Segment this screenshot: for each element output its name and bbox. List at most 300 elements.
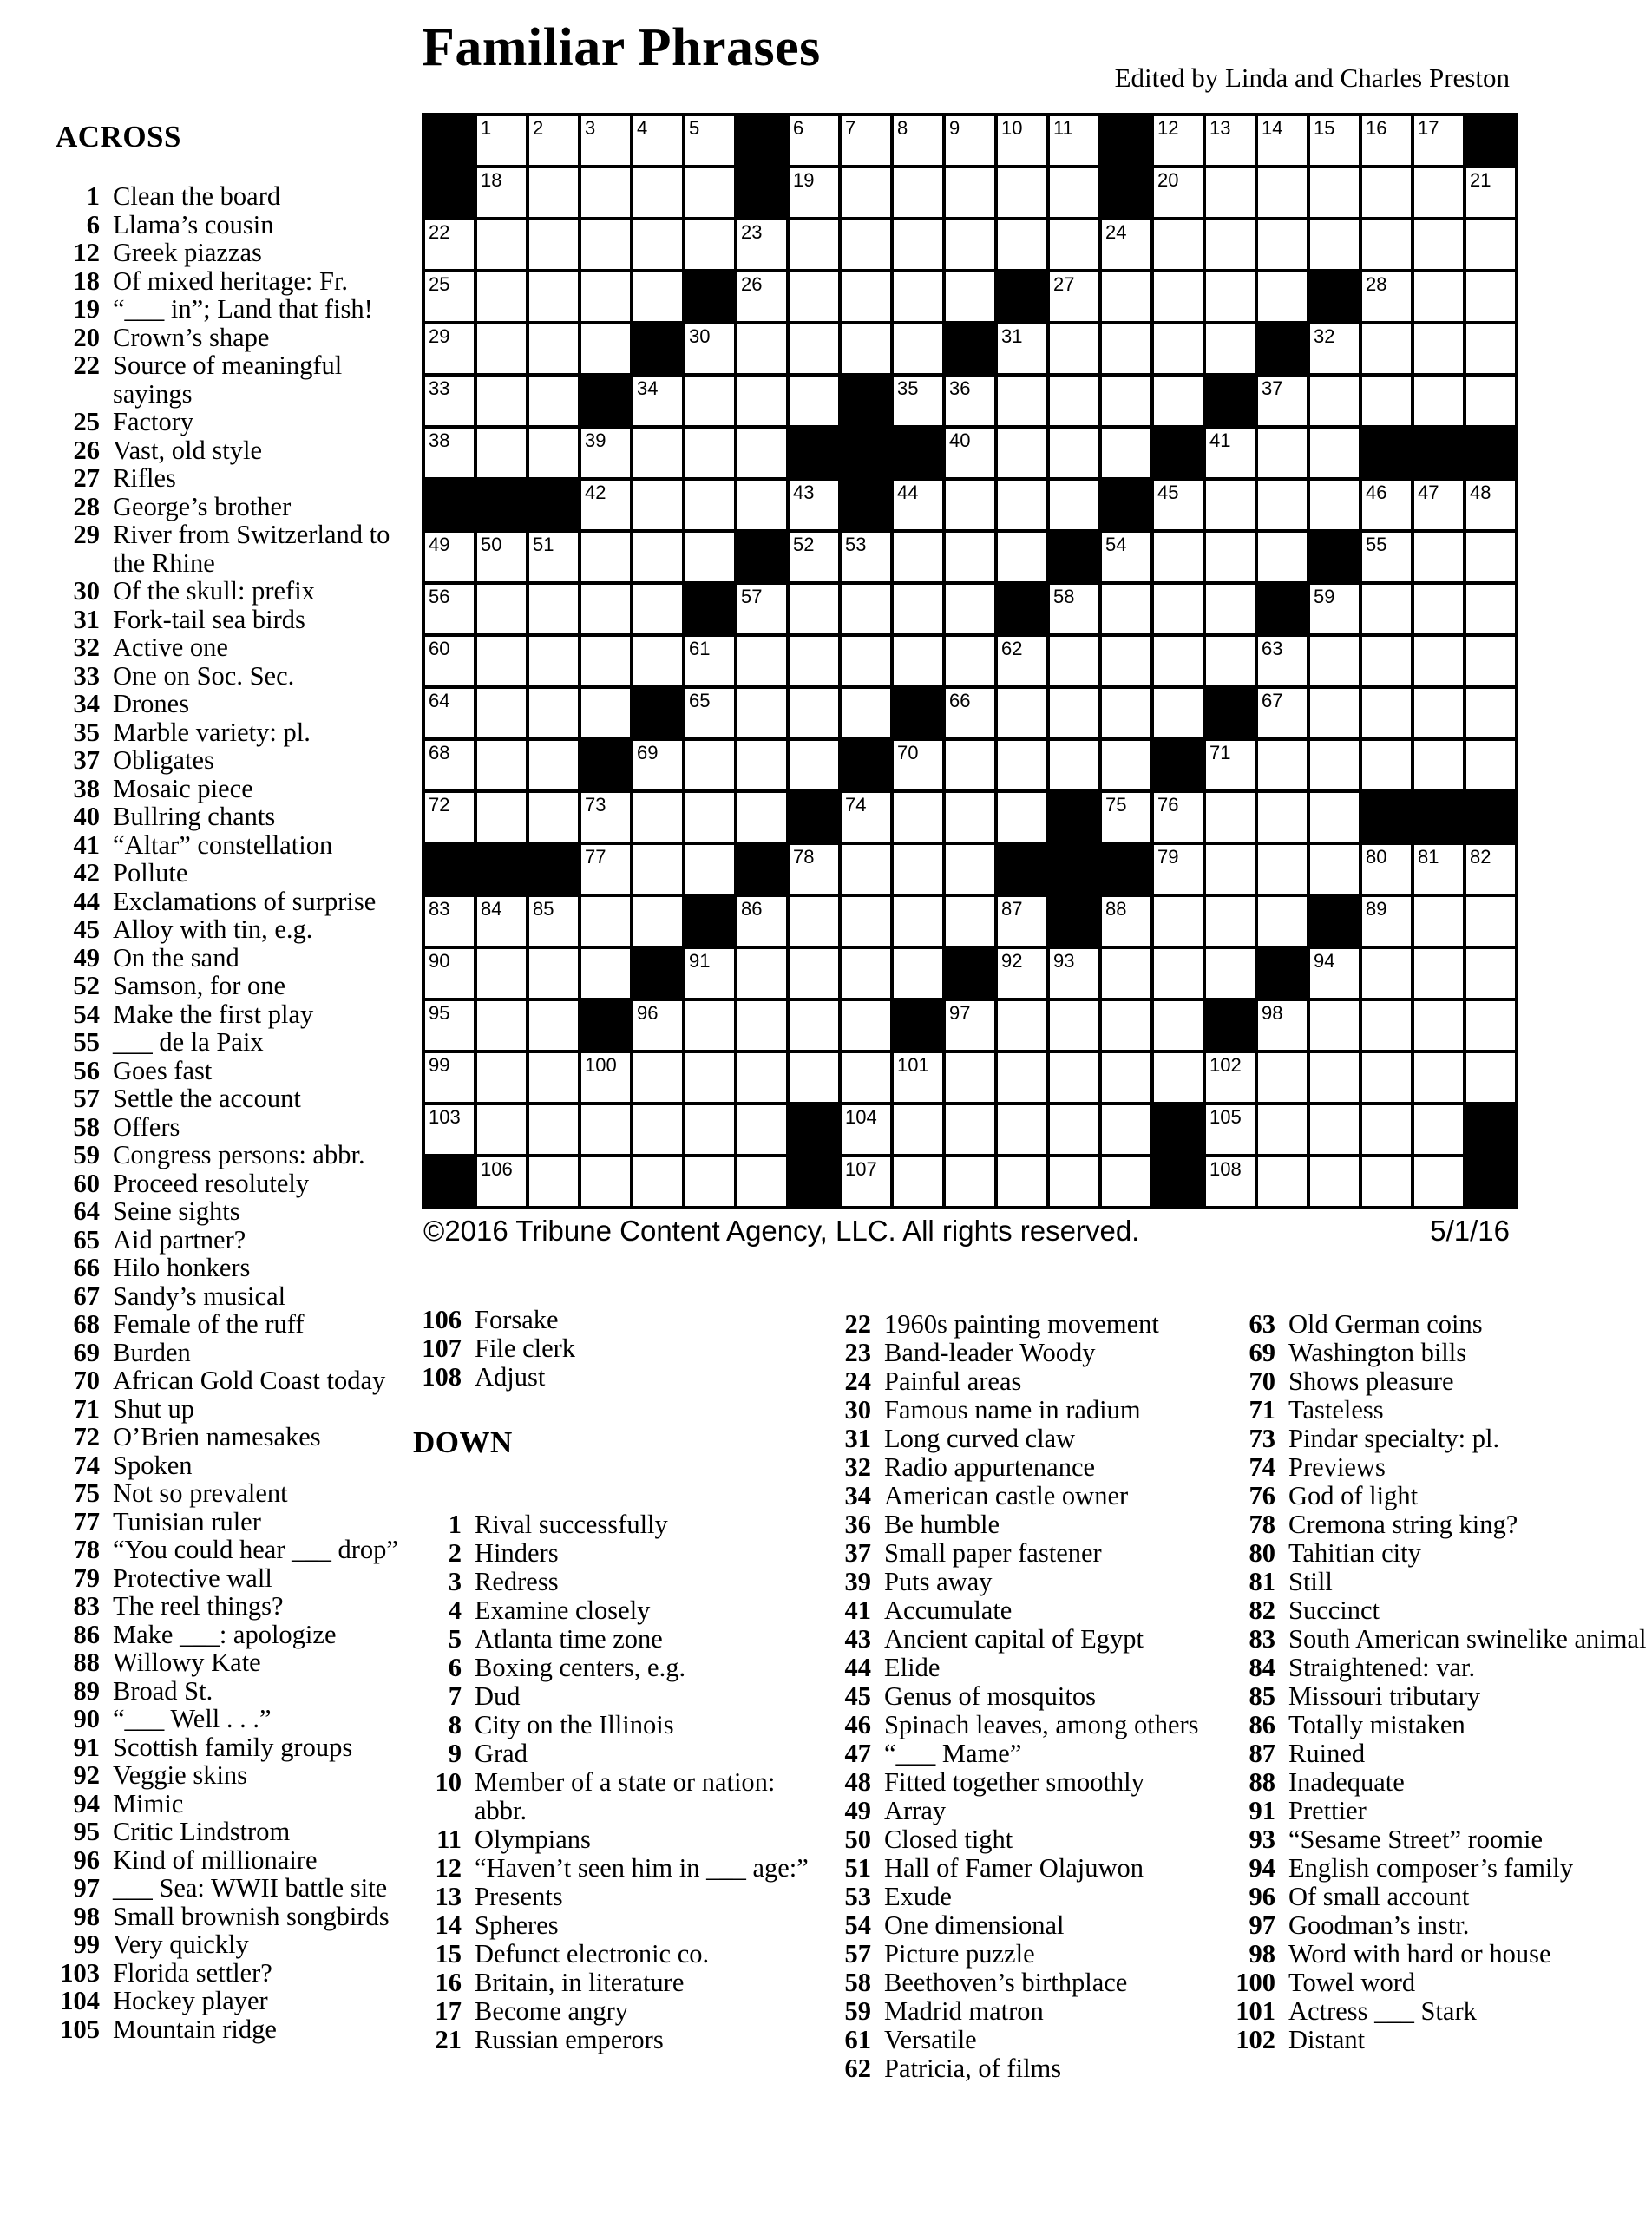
grid-cell-0-9[interactable] <box>894 116 942 165</box>
grid-cell-6-6[interactable] <box>738 429 786 477</box>
grid-cell-7-5[interactable] <box>685 481 734 529</box>
grid-cell-10-18[interactable] <box>1362 637 1411 685</box>
grid-cell-3-10[interactable] <box>946 272 994 321</box>
grid-cell-15-1[interactable] <box>477 897 526 946</box>
grid-cell-10-1[interactable] <box>477 637 526 685</box>
grid-cell-9-3[interactable] <box>581 585 630 633</box>
grid-cell-9-9[interactable] <box>894 585 942 633</box>
grid-cell-2-18[interactable] <box>1362 220 1411 269</box>
grid-cell-4-11[interactable] <box>998 324 1046 373</box>
grid-cell-3-3[interactable] <box>581 272 630 321</box>
grid-cell-2-14[interactable] <box>1154 220 1203 269</box>
grid-cell-16-17[interactable] <box>1310 949 1359 998</box>
grid-cell-7-11[interactable] <box>998 481 1046 529</box>
grid-cell-4-5[interactable] <box>685 324 734 373</box>
grid-cell-8-19[interactable] <box>1414 533 1463 581</box>
grid-cell-18-4[interactable] <box>633 1053 682 1102</box>
grid-cell-11-14[interactable] <box>1154 689 1203 737</box>
grid-cell-20-6[interactable] <box>738 1157 786 1206</box>
grid-cell-13-1[interactable] <box>477 793 526 842</box>
grid-cell-13-9[interactable] <box>894 793 942 842</box>
grid-cell-8-20[interactable] <box>1466 533 1515 581</box>
grid-cell-12-10[interactable] <box>946 741 994 789</box>
grid-cell-19-0[interactable] <box>425 1105 474 1154</box>
grid-cell-18-0[interactable] <box>425 1053 474 1102</box>
grid-cell-5-6[interactable] <box>738 377 786 425</box>
grid-cell-6-13[interactable] <box>1102 429 1150 477</box>
grid-cell-0-14[interactable] <box>1154 116 1203 165</box>
grid-cell-12-18[interactable] <box>1362 741 1411 789</box>
grid-cell-15-11[interactable] <box>998 897 1046 946</box>
grid-cell-1-12[interactable] <box>1050 168 1098 217</box>
grid-cell-0-8[interactable] <box>842 116 890 165</box>
grid-cell-8-13[interactable] <box>1102 533 1150 581</box>
grid-cell-15-10[interactable] <box>946 897 994 946</box>
grid-cell-11-10[interactable] <box>946 689 994 737</box>
grid-cell-11-8[interactable] <box>842 689 890 737</box>
grid-cell-8-14[interactable] <box>1154 533 1203 581</box>
grid-cell-18-6[interactable] <box>738 1053 786 1102</box>
grid-cell-11-5[interactable] <box>685 689 734 737</box>
grid-cell-19-18[interactable] <box>1362 1105 1411 1154</box>
grid-cell-1-15[interactable] <box>1206 168 1255 217</box>
grid-cell-8-4[interactable] <box>633 533 682 581</box>
grid-cell-10-8[interactable] <box>842 637 890 685</box>
grid-cell-8-2[interactable] <box>529 533 578 581</box>
grid-cell-14-8[interactable] <box>842 845 890 894</box>
grid-cell-20-3[interactable] <box>581 1157 630 1206</box>
grid-cell-3-7[interactable] <box>790 272 838 321</box>
grid-cell-11-2[interactable] <box>529 689 578 737</box>
grid-cell-5-11[interactable] <box>998 377 1046 425</box>
grid-cell-20-8[interactable] <box>842 1157 890 1206</box>
grid-cell-12-15[interactable] <box>1206 741 1255 789</box>
grid-cell-8-15[interactable] <box>1206 533 1255 581</box>
grid-cell-5-14[interactable] <box>1154 377 1203 425</box>
grid-cell-14-18[interactable] <box>1362 845 1411 894</box>
grid-cell-14-10[interactable] <box>946 845 994 894</box>
grid-cell-19-8[interactable] <box>842 1105 890 1154</box>
grid-cell-9-12[interactable] <box>1050 585 1098 633</box>
grid-cell-14-19[interactable] <box>1414 845 1463 894</box>
grid-cell-3-20[interactable] <box>1466 272 1515 321</box>
grid-cell-18-16[interactable] <box>1258 1053 1307 1102</box>
grid-cell-19-6[interactable] <box>738 1105 786 1154</box>
grid-cell-18-19[interactable] <box>1414 1053 1463 1102</box>
grid-cell-13-2[interactable] <box>529 793 578 842</box>
grid-cell-4-14[interactable] <box>1154 324 1203 373</box>
grid-cell-4-6[interactable] <box>738 324 786 373</box>
grid-cell-9-6[interactable] <box>738 585 786 633</box>
grid-cell-14-5[interactable] <box>685 845 734 894</box>
grid-cell-0-11[interactable] <box>998 116 1046 165</box>
grid-cell-19-12[interactable] <box>1050 1105 1098 1154</box>
grid-cell-5-0[interactable] <box>425 377 474 425</box>
grid-cell-0-10[interactable] <box>946 116 994 165</box>
grid-cell-5-20[interactable] <box>1466 377 1515 425</box>
grid-cell-19-13[interactable] <box>1102 1105 1150 1154</box>
grid-cell-11-19[interactable] <box>1414 689 1463 737</box>
grid-cell-10-0[interactable] <box>425 637 474 685</box>
grid-cell-18-14[interactable] <box>1154 1053 1203 1102</box>
grid-cell-10-12[interactable] <box>1050 637 1098 685</box>
grid-cell-12-19[interactable] <box>1414 741 1463 789</box>
grid-cell-10-20[interactable] <box>1466 637 1515 685</box>
grid-cell-16-13[interactable] <box>1102 949 1150 998</box>
grid-cell-3-8[interactable] <box>842 272 890 321</box>
grid-cell-18-15[interactable] <box>1206 1053 1255 1102</box>
grid-cell-10-19[interactable] <box>1414 637 1463 685</box>
grid-cell-8-16[interactable] <box>1258 533 1307 581</box>
grid-cell-5-2[interactable] <box>529 377 578 425</box>
grid-cell-12-5[interactable] <box>685 741 734 789</box>
grid-cell-10-5[interactable] <box>685 637 734 685</box>
grid-cell-5-10[interactable] <box>946 377 994 425</box>
grid-cell-10-10[interactable] <box>946 637 994 685</box>
grid-cell-14-7[interactable] <box>790 845 838 894</box>
grid-cell-4-0[interactable] <box>425 324 474 373</box>
grid-cell-13-6[interactable] <box>738 793 786 842</box>
grid-cell-1-2[interactable] <box>529 168 578 217</box>
grid-cell-18-10[interactable] <box>946 1053 994 1102</box>
grid-cell-15-4[interactable] <box>633 897 682 946</box>
grid-cell-5-18[interactable] <box>1362 377 1411 425</box>
grid-cell-2-15[interactable] <box>1206 220 1255 269</box>
grid-cell-2-9[interactable] <box>894 220 942 269</box>
grid-cell-5-16[interactable] <box>1258 377 1307 425</box>
grid-cell-6-3[interactable] <box>581 429 630 477</box>
grid-cell-16-6[interactable] <box>738 949 786 998</box>
grid-cell-11-12[interactable] <box>1050 689 1098 737</box>
grid-cell-2-16[interactable] <box>1258 220 1307 269</box>
grid-cell-11-3[interactable] <box>581 689 630 737</box>
grid-cell-18-1[interactable] <box>477 1053 526 1102</box>
grid-cell-13-10[interactable] <box>946 793 994 842</box>
grid-cell-10-13[interactable] <box>1102 637 1150 685</box>
grid-cell-12-1[interactable] <box>477 741 526 789</box>
grid-cell-15-18[interactable] <box>1362 897 1411 946</box>
grid-cell-18-8[interactable] <box>842 1053 890 1102</box>
grid-cell-1-17[interactable] <box>1310 168 1359 217</box>
grid-cell-10-11[interactable] <box>998 637 1046 685</box>
grid-cell-0-7[interactable] <box>790 116 838 165</box>
grid-cell-4-7[interactable] <box>790 324 838 373</box>
grid-cell-16-19[interactable] <box>1414 949 1463 998</box>
grid-cell-4-9[interactable] <box>894 324 942 373</box>
grid-cell-11-11[interactable] <box>998 689 1046 737</box>
grid-cell-17-6[interactable] <box>738 1001 786 1050</box>
grid-cell-16-18[interactable] <box>1362 949 1411 998</box>
grid-cell-11-1[interactable] <box>477 689 526 737</box>
grid-cell-9-7[interactable] <box>790 585 838 633</box>
grid-cell-1-16[interactable] <box>1258 168 1307 217</box>
grid-cell-13-14[interactable] <box>1154 793 1203 842</box>
grid-cell-15-0[interactable] <box>425 897 474 946</box>
grid-cell-1-19[interactable] <box>1414 168 1463 217</box>
grid-cell-9-15[interactable] <box>1206 585 1255 633</box>
grid-cell-2-2[interactable] <box>529 220 578 269</box>
grid-cell-8-0[interactable] <box>425 533 474 581</box>
grid-cell-3-1[interactable] <box>477 272 526 321</box>
grid-cell-10-3[interactable] <box>581 637 630 685</box>
grid-cell-16-8[interactable] <box>842 949 890 998</box>
grid-cell-15-15[interactable] <box>1206 897 1255 946</box>
grid-cell-6-10[interactable] <box>946 429 994 477</box>
grid-cell-12-6[interactable] <box>738 741 786 789</box>
grid-cell-10-2[interactable] <box>529 637 578 685</box>
grid-cell-1-5[interactable] <box>685 168 734 217</box>
grid-cell-16-20[interactable] <box>1466 949 1515 998</box>
grid-cell-6-5[interactable] <box>685 429 734 477</box>
grid-cell-18-5[interactable] <box>685 1053 734 1102</box>
grid-cell-20-9[interactable] <box>894 1157 942 1206</box>
grid-cell-17-0[interactable] <box>425 1001 474 1050</box>
grid-cell-0-17[interactable] <box>1310 116 1359 165</box>
grid-cell-1-3[interactable] <box>581 168 630 217</box>
grid-cell-14-3[interactable] <box>581 845 630 894</box>
grid-cell-17-7[interactable] <box>790 1001 838 1050</box>
grid-cell-17-4[interactable] <box>633 1001 682 1050</box>
grid-cell-8-10[interactable] <box>946 533 994 581</box>
grid-cell-15-13[interactable] <box>1102 897 1150 946</box>
grid-cell-2-17[interactable] <box>1310 220 1359 269</box>
grid-cell-15-6[interactable] <box>738 897 786 946</box>
grid-cell-5-1[interactable] <box>477 377 526 425</box>
grid-cell-2-7[interactable] <box>790 220 838 269</box>
grid-cell-17-8[interactable] <box>842 1001 890 1050</box>
grid-cell-4-13[interactable] <box>1102 324 1150 373</box>
grid-cell-18-17[interactable] <box>1310 1053 1359 1102</box>
grid-cell-4-15[interactable] <box>1206 324 1255 373</box>
grid-cell-16-3[interactable] <box>581 949 630 998</box>
grid-cell-8-7[interactable] <box>790 533 838 581</box>
grid-cell-18-9[interactable] <box>894 1053 942 1102</box>
grid-cell-2-11[interactable] <box>998 220 1046 269</box>
grid-cell-3-0[interactable] <box>425 272 474 321</box>
grid-cell-0-16[interactable] <box>1258 116 1307 165</box>
grid-cell-6-4[interactable] <box>633 429 682 477</box>
grid-cell-20-5[interactable] <box>685 1157 734 1206</box>
grid-cell-16-11[interactable] <box>998 949 1046 998</box>
grid-cell-6-16[interactable] <box>1258 429 1307 477</box>
grid-cell-10-17[interactable] <box>1310 637 1359 685</box>
grid-cell-20-11[interactable] <box>998 1157 1046 1206</box>
grid-cell-9-0[interactable] <box>425 585 474 633</box>
grid-cell-5-7[interactable] <box>790 377 838 425</box>
grid-cell-12-16[interactable] <box>1258 741 1307 789</box>
grid-cell-0-19[interactable] <box>1414 116 1463 165</box>
grid-cell-0-15[interactable] <box>1206 116 1255 165</box>
grid-cell-10-9[interactable] <box>894 637 942 685</box>
grid-cell-20-15[interactable] <box>1206 1157 1255 1206</box>
grid-cell-16-0[interactable] <box>425 949 474 998</box>
grid-cell-20-1[interactable] <box>477 1157 526 1206</box>
grid-cell-18-2[interactable] <box>529 1053 578 1102</box>
grid-cell-5-17[interactable] <box>1310 377 1359 425</box>
grid-cell-1-4[interactable] <box>633 168 682 217</box>
grid-cell-13-8[interactable] <box>842 793 890 842</box>
grid-cell-14-17[interactable] <box>1310 845 1359 894</box>
grid-cell-12-4[interactable] <box>633 741 682 789</box>
grid-cell-1-7[interactable] <box>790 168 838 217</box>
grid-cell-19-5[interactable] <box>685 1105 734 1154</box>
grid-cell-17-10[interactable] <box>946 1001 994 1050</box>
grid-cell-6-17[interactable] <box>1310 429 1359 477</box>
grid-cell-4-20[interactable] <box>1466 324 1515 373</box>
grid-cell-6-2[interactable] <box>529 429 578 477</box>
grid-cell-15-14[interactable] <box>1154 897 1203 946</box>
grid-cell-4-18[interactable] <box>1362 324 1411 373</box>
grid-cell-18-12[interactable] <box>1050 1053 1098 1102</box>
grid-cell-9-10[interactable] <box>946 585 994 633</box>
grid-cell-3-15[interactable] <box>1206 272 1255 321</box>
grid-cell-11-20[interactable] <box>1466 689 1515 737</box>
grid-cell-12-17[interactable] <box>1310 741 1359 789</box>
grid-cell-7-9[interactable] <box>894 481 942 529</box>
grid-cell-9-14[interactable] <box>1154 585 1203 633</box>
grid-cell-3-13[interactable] <box>1102 272 1150 321</box>
grid-cell-15-9[interactable] <box>894 897 942 946</box>
grid-cell-19-2[interactable] <box>529 1105 578 1154</box>
grid-cell-0-5[interactable] <box>685 116 734 165</box>
grid-cell-8-9[interactable] <box>894 533 942 581</box>
grid-cell-13-16[interactable] <box>1258 793 1307 842</box>
grid-cell-19-9[interactable] <box>894 1105 942 1154</box>
grid-cell-10-4[interactable] <box>633 637 682 685</box>
grid-cell-8-1[interactable] <box>477 533 526 581</box>
grid-cell-7-17[interactable] <box>1310 481 1359 529</box>
grid-cell-0-3[interactable] <box>581 116 630 165</box>
grid-cell-12-11[interactable] <box>998 741 1046 789</box>
grid-cell-7-16[interactable] <box>1258 481 1307 529</box>
grid-cell-17-5[interactable] <box>685 1001 734 1050</box>
grid-cell-14-20[interactable] <box>1466 845 1515 894</box>
grid-cell-0-1[interactable] <box>477 116 526 165</box>
grid-cell-2-12[interactable] <box>1050 220 1098 269</box>
grid-cell-13-13[interactable] <box>1102 793 1150 842</box>
grid-cell-14-9[interactable] <box>894 845 942 894</box>
grid-cell-18-20[interactable] <box>1466 1053 1515 1102</box>
grid-cell-18-18[interactable] <box>1362 1053 1411 1102</box>
grid-cell-9-1[interactable] <box>477 585 526 633</box>
grid-cell-11-7[interactable] <box>790 689 838 737</box>
grid-cell-3-4[interactable] <box>633 272 682 321</box>
grid-cell-5-4[interactable] <box>633 377 682 425</box>
grid-cell-5-9[interactable] <box>894 377 942 425</box>
grid-cell-4-8[interactable] <box>842 324 890 373</box>
grid-cell-20-12[interactable] <box>1050 1157 1098 1206</box>
grid-cell-10-14[interactable] <box>1154 637 1203 685</box>
grid-cell-19-16[interactable] <box>1258 1105 1307 1154</box>
grid-cell-17-1[interactable] <box>477 1001 526 1050</box>
grid-cell-7-19[interactable] <box>1414 481 1463 529</box>
grid-cell-13-4[interactable] <box>633 793 682 842</box>
grid-cell-12-12[interactable] <box>1050 741 1098 789</box>
grid-cell-3-18[interactable] <box>1362 272 1411 321</box>
grid-cell-9-17[interactable] <box>1310 585 1359 633</box>
grid-cell-16-14[interactable] <box>1154 949 1203 998</box>
grid-cell-11-13[interactable] <box>1102 689 1150 737</box>
grid-cell-16-9[interactable] <box>894 949 942 998</box>
grid-cell-7-7[interactable] <box>790 481 838 529</box>
grid-cell-2-3[interactable] <box>581 220 630 269</box>
grid-cell-16-2[interactable] <box>529 949 578 998</box>
grid-cell-2-20[interactable] <box>1466 220 1515 269</box>
grid-cell-7-15[interactable] <box>1206 481 1255 529</box>
grid-cell-11-18[interactable] <box>1362 689 1411 737</box>
grid-cell-9-19[interactable] <box>1414 585 1463 633</box>
grid-cell-11-0[interactable] <box>425 689 474 737</box>
grid-cell-14-14[interactable] <box>1154 845 1203 894</box>
grid-cell-3-19[interactable] <box>1414 272 1463 321</box>
grid-cell-15-19[interactable] <box>1414 897 1463 946</box>
grid-cell-8-18[interactable] <box>1362 533 1411 581</box>
grid-cell-7-3[interactable] <box>581 481 630 529</box>
grid-cell-20-13[interactable] <box>1102 1157 1150 1206</box>
grid-cell-1-18[interactable] <box>1362 168 1411 217</box>
grid-cell-7-14[interactable] <box>1154 481 1203 529</box>
grid-cell-18-11[interactable] <box>998 1053 1046 1102</box>
grid-cell-9-13[interactable] <box>1102 585 1150 633</box>
grid-cell-15-8[interactable] <box>842 897 890 946</box>
grid-cell-1-14[interactable] <box>1154 168 1203 217</box>
grid-cell-0-18[interactable] <box>1362 116 1411 165</box>
grid-cell-2-1[interactable] <box>477 220 526 269</box>
grid-cell-5-5[interactable] <box>685 377 734 425</box>
grid-cell-6-11[interactable] <box>998 429 1046 477</box>
grid-cell-9-18[interactable] <box>1362 585 1411 633</box>
grid-cell-7-4[interactable] <box>633 481 682 529</box>
grid-cell-20-17[interactable] <box>1310 1157 1359 1206</box>
grid-cell-7-18[interactable] <box>1362 481 1411 529</box>
grid-cell-1-1[interactable] <box>477 168 526 217</box>
grid-cell-8-5[interactable] <box>685 533 734 581</box>
grid-cell-13-11[interactable] <box>998 793 1046 842</box>
grid-cell-11-6[interactable] <box>738 689 786 737</box>
grid-cell-4-19[interactable] <box>1414 324 1463 373</box>
grid-cell-12-2[interactable] <box>529 741 578 789</box>
grid-cell-20-4[interactable] <box>633 1157 682 1206</box>
grid-cell-10-7[interactable] <box>790 637 838 685</box>
grid-cell-8-8[interactable] <box>842 533 890 581</box>
grid-cell-1-20[interactable] <box>1466 168 1515 217</box>
grid-cell-6-0[interactable] <box>425 429 474 477</box>
grid-cell-8-11[interactable] <box>998 533 1046 581</box>
grid-cell-17-12[interactable] <box>1050 1001 1098 1050</box>
grid-cell-19-17[interactable] <box>1310 1105 1359 1154</box>
grid-cell-2-13[interactable] <box>1102 220 1150 269</box>
grid-cell-14-16[interactable] <box>1258 845 1307 894</box>
grid-cell-15-2[interactable] <box>529 897 578 946</box>
grid-cell-3-6[interactable] <box>738 272 786 321</box>
grid-cell-3-12[interactable] <box>1050 272 1098 321</box>
grid-cell-17-16[interactable] <box>1258 1001 1307 1050</box>
grid-cell-17-18[interactable] <box>1362 1001 1411 1050</box>
grid-cell-5-12[interactable] <box>1050 377 1098 425</box>
grid-cell-5-13[interactable] <box>1102 377 1150 425</box>
grid-cell-19-4[interactable] <box>633 1105 682 1154</box>
grid-cell-0-2[interactable] <box>529 116 578 165</box>
grid-cell-10-16[interactable] <box>1258 637 1307 685</box>
grid-cell-18-13[interactable] <box>1102 1053 1150 1102</box>
grid-cell-9-20[interactable] <box>1466 585 1515 633</box>
grid-cell-9-8[interactable] <box>842 585 890 633</box>
grid-cell-4-3[interactable] <box>581 324 630 373</box>
grid-cell-2-0[interactable] <box>425 220 474 269</box>
grid-cell-9-2[interactable] <box>529 585 578 633</box>
grid-cell-17-13[interactable] <box>1102 1001 1150 1050</box>
grid-cell-8-3[interactable] <box>581 533 630 581</box>
